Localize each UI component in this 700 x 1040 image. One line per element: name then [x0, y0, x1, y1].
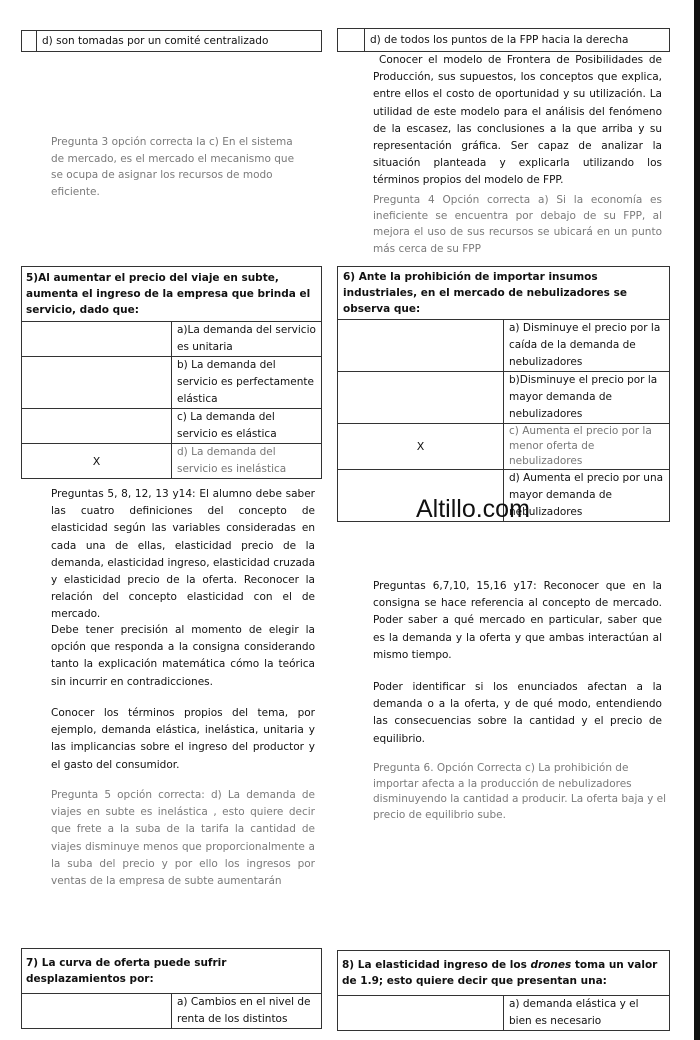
- option-text: a) Disminuye el precio por la caída de la demanda de nebulizadores: [504, 320, 670, 372]
- option-row: [22, 444, 322, 479]
- q2-option-table: [21, 30, 322, 52]
- question-text: 7) La curva de oferta puede sufrir desplazamientos por:: [22, 949, 322, 994]
- option-text: d) de todos los puntos de la FPP hacia la derecha: [365, 29, 670, 52]
- question-row: [22, 949, 322, 994]
- scrollbar[interactable]: [694, 0, 700, 1040]
- option-row: [22, 409, 322, 444]
- question-text-start: 8) La elasticidad ingreso de los: [342, 959, 531, 971]
- market-paragraph-2: Poder identificar si los enunciados afectan a la demanda o a la oferta, y de qué modo, entendiendo las consecuencias sobre la cantidad y el precio de equilibrio.: [373, 681, 662, 745]
- question-text: [338, 951, 670, 996]
- option-text: d) Aumenta el precio por una mayor demanda de nebulizadores: [504, 470, 670, 522]
- question-row: [338, 267, 670, 320]
- option-text: a)La demanda del servicio es unitaria: [172, 322, 322, 357]
- option-row: [338, 320, 670, 372]
- elasticity-paragraph-1: Preguntas 5, 8, 12, 13 y14: El alumno debe saber las cuatro definiciones del concepto de elasticidad según las variables consideradas en cada una de ellas, elasticidad precio de la demanda, elasticidad ingreso, elasticidad cruzada y elasticidad precio de la oferta. Reconocer la relación del concepto elasticidad con el de mercado.: [51, 488, 315, 621]
- option-row: [22, 357, 322, 409]
- option-row: [22, 322, 322, 357]
- option-text: b)Disminuye el precio por la mayor demanda de nebulizadores: [504, 372, 670, 424]
- question-text-end: toma un valor de 1.9; esto quiere decir que presentan una:: [342, 959, 658, 987]
- q6-table: [337, 266, 670, 522]
- answer-mark[interactable]: X: [338, 424, 504, 470]
- option-row: [338, 996, 670, 1031]
- altillo-logo: Altillo.com: [416, 495, 530, 523]
- answer-mark[interactable]: [338, 29, 365, 52]
- answer-mark[interactable]: [338, 372, 504, 424]
- option-text: d) son tomadas por un comité centralizado: [37, 31, 322, 52]
- question-text-italic: drones: [530, 959, 572, 971]
- option-row: [22, 31, 322, 52]
- option-row: [22, 994, 322, 1029]
- market-paragraph-1: Preguntas 6,7,10, 15,16 y17: Reconocer que en la consigna se hace referencia al concepto de mercado. Poder saber a qué mercado en particular, saber que es la demanda y la oferta y que ambas interactúan al mismo tiempo.: [373, 580, 662, 661]
- option-text: a) Cambios en el nivel de renta de los distintos: [172, 994, 322, 1029]
- option-text: b) La demanda del servicio es perfectamente elástica: [172, 357, 322, 409]
- answer-mark[interactable]: X: [22, 444, 172, 479]
- answer-mark[interactable]: [22, 31, 37, 52]
- answer-mark[interactable]: [22, 994, 172, 1029]
- q5-table: [21, 266, 322, 479]
- option-text: a) demanda elástica y el bien es necesario: [504, 996, 670, 1031]
- question-row: [22, 267, 322, 322]
- option-row: [338, 29, 670, 52]
- answer-mark[interactable]: [338, 320, 504, 372]
- question-text: 5)Al aumentar el precio del viaje en subte, aumenta el ingreso de la empresa que brinda el servicio, dado que:: [22, 267, 322, 322]
- note-q3: Pregunta 3 opción correcta la c) En el sistema de mercado, es el mercado el mecanismo que se ocupa de asignar los recursos de modo eficiente.: [51, 136, 295, 198]
- answer-mark[interactable]: [22, 322, 172, 357]
- option-text: c) Aumenta el precio por la menor oferta de nebulizadores: [504, 424, 670, 470]
- q4-option-table: [337, 28, 670, 52]
- note-q6: Pregunta 6. Opción Correcta c) La prohibición de importar afecta a la producción de nebulizadores disminuyendo la cantidad a producir. La oferta baja y el precio de equilibrio sube.: [373, 762, 667, 821]
- option-text: c) La demanda del servicio es elástica: [172, 409, 322, 444]
- option-row: [338, 424, 670, 470]
- q8-table: [337, 950, 670, 1031]
- option-row: [338, 372, 670, 424]
- answer-mark[interactable]: [22, 409, 172, 444]
- fpp-paragraph: Conocer el modelo de Frontera de Posibilidades de Producción, sus supuestos, los conceptos que explica, entre ellos el costo de oportunidad y su utilización. La utilidad de este modelo para el análisis del fenómeno de la escasez, las conclusiones a la que arriba y su representación gráfica. Ser capaz de analizar la situación planteada y explicarla utilizando los términos propios del modelo de FPP.: [373, 54, 662, 187]
- elasticity-paragraph-3: Conocer los términos propios del tema, por ejemplo, demanda elástica, inelástica, unitaria y las implicancias sobre el ingreso del productor y el gasto del consumidor.: [51, 707, 315, 771]
- question-row: [338, 951, 670, 996]
- question-text: 6) Ante la prohibición de importar insumos industriales, en el mercado de nebulizadores se observa que:: [338, 267, 670, 320]
- answer-mark[interactable]: [338, 996, 504, 1031]
- note-q4: Pregunta 4 Opción correcta a) Si la economía es ineficiente se encuentra por debajo de su FPP, al mejora el uso de sus recursos se ubicará en un punto más cerca de su FPP: [373, 194, 662, 255]
- note-q5: Pregunta 5 opción correcta: d) La demanda de viajes en subte es inelástica , esto quiere decir que frete a la suba de la tarifa la cantidad de viajes disminuye menos que proporcionalmente a la suba del precio y por ello los ingresos por ventas de la empresa de subte aumentarán: [51, 789, 315, 888]
- q7-table: [21, 948, 322, 1029]
- elasticity-paragraph-2: Debe tener precisión al momento de elegir la opción que responda a la consigna considerando tanto la explicación matemática cómo la teórica sin incurrir en contradicciones.: [51, 624, 315, 688]
- answer-mark[interactable]: [22, 357, 172, 409]
- option-text: d) La demanda del servicio es inelástica: [172, 444, 322, 479]
